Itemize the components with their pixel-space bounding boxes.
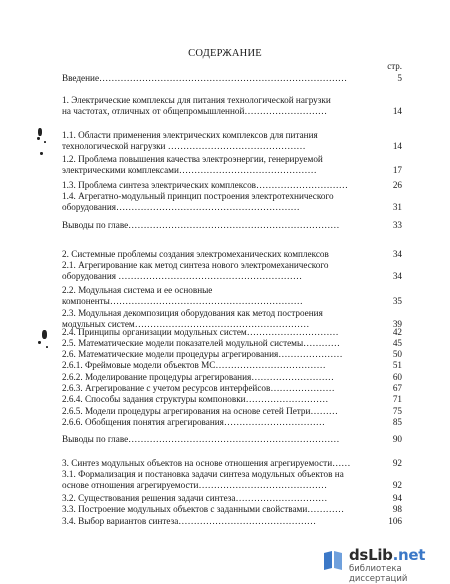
toc-page-number: 98 xyxy=(392,504,402,514)
toc-page-number: 17 xyxy=(392,165,402,175)
book-icon xyxy=(321,548,345,572)
toc-entry-text: 1.1. Области применения электрических комплексов для питания xyxy=(62,130,318,140)
toc-page-number: 39 xyxy=(392,319,402,329)
scan-mark xyxy=(46,346,48,348)
toc-entry-text: 3. Синтез модульных объектов на основе отношения агрегируемости…… xyxy=(62,458,351,468)
toc-page-number: 75 xyxy=(392,406,402,416)
toc-entry-text: Выводы по главе…………………………………………………………… xyxy=(62,220,340,230)
toc-entry-text: 2.6.3. Агрегирование с учетом ресурсов интерфейсов………………… xyxy=(62,383,335,393)
toc-page-number: 35 xyxy=(392,296,402,306)
toc-page-number: 92 xyxy=(392,480,402,490)
toc-entry-text: Выводы по главе…………………………………………………………… xyxy=(62,434,340,444)
toc-entry-text: 2.4. Принципы организации модульных систем………………………… xyxy=(62,327,339,337)
toc-entry-text: 1.2. Проблема повышения качества электроэнергии, генерируемой xyxy=(62,154,323,164)
toc-page-number: 67 xyxy=(392,383,402,393)
toc-entry-text: 2.6.6. Обобщения понятия агрегирования…………………………… xyxy=(62,417,325,427)
toc-entry-text: 2.2. Модульная система и ее основные xyxy=(62,285,213,295)
toc-page-number: 90 xyxy=(392,434,402,444)
toc-entry-text: Введение……………………………………………………………………… xyxy=(62,73,348,83)
scan-mark xyxy=(44,141,46,143)
toc-page-number: 14 xyxy=(392,141,402,151)
toc-entry-text: 2.6. Математические модели процедуры агрегирования………………… xyxy=(62,349,343,359)
toc-page-number: 34 xyxy=(392,249,402,259)
toc-entry-text: 2.3. Модульная декомпозиция оборудования как метод построения xyxy=(62,308,323,318)
toc-entry-text: 2.5. Математические модели показателей модульной системы………… xyxy=(62,338,340,348)
toc-entry-text: 3.4. Выбор вариантов синтеза……………………………………… xyxy=(62,516,317,526)
toc-entry-text: 1.3. Проблема синтеза электрических комплексов………………………… xyxy=(62,180,348,190)
toc-page-number: 33 xyxy=(392,220,402,230)
toc-page-number: 51 xyxy=(392,360,402,370)
scan-mark xyxy=(37,137,40,140)
page-title: СОДЕРЖАНИЕ xyxy=(188,48,262,59)
toc-entry-text: основе отношения агрегируемости…………………………………… xyxy=(62,480,328,490)
toc-page-number: 85 xyxy=(392,417,402,427)
toc-page-number: 94 xyxy=(392,493,402,503)
toc-page-number: 106 xyxy=(388,516,402,526)
toc-entry-text: 2.6.1. Фреймовые модели объектов МС……………………………… xyxy=(62,360,326,370)
toc-entry-text: 1. Электрические комплексы для питания технологической нагрузки xyxy=(62,95,331,105)
watermark-brand: dsLib.net xyxy=(349,546,426,564)
toc-page-number: 34 xyxy=(392,271,402,281)
toc-entry-text: электрическими комплексами……………………………………… xyxy=(62,165,317,175)
toc-page-number: 45 xyxy=(392,338,402,348)
scan-mark xyxy=(38,128,42,136)
toc-page-number: 31 xyxy=(392,202,402,212)
toc-page-number: 42 xyxy=(392,327,402,337)
toc-entry-text: 1.4. Агрегатно-модульный принцип построения электротехнического xyxy=(62,191,334,201)
toc-page-number: 50 xyxy=(392,349,402,359)
toc-page-number: 14 xyxy=(392,106,402,116)
toc-entry-text: технологической нагрузки ……………………………………… xyxy=(62,141,306,151)
scan-mark xyxy=(42,330,47,339)
toc-entry-text: 2. Системные проблемы создания электромеханических комплексов xyxy=(62,249,329,259)
scan-mark xyxy=(38,341,41,344)
toc-page-number: 5 xyxy=(397,73,402,83)
toc-page-number: 92 xyxy=(392,458,402,468)
toc-entry-text: оборудования …………………………………………………… xyxy=(62,271,303,281)
toc-page-number: 26 xyxy=(392,180,402,190)
page-column-header: стр. xyxy=(387,61,402,71)
watermark-subtitle: библиотека диссертаций xyxy=(349,564,408,584)
toc-entry-text: 2.6.4. Способы задания структуры компоновки……………………… xyxy=(62,394,329,404)
toc-entry-text: на частотах, отличных от общепромышленной……………………… xyxy=(62,106,328,116)
toc-entry-text: 2.6.5. Модели процедуры агрегирования на основе сетей Петри……… xyxy=(62,406,338,416)
toc-entry-text: 2.6.2. Моделирование процедуры агрегирования……………………… xyxy=(62,372,334,382)
toc-entry-text: 2.1. Агрегирование как метод синтеза нового электромеханического xyxy=(62,260,329,270)
toc-page-number: 60 xyxy=(392,372,402,382)
toc-entry-text: оборудования…………………………………………………… xyxy=(62,202,300,212)
toc-entry-text: 3.1. Формализация и постановка задачи синтеза модульных объектов на xyxy=(62,469,344,479)
watermark-logo xyxy=(317,546,447,584)
toc-entry-text: модульных систем………………………………………………… xyxy=(62,319,310,329)
toc-entry-text: 3.3. Построение модульных объектов с заданными свойствами………… xyxy=(62,504,345,514)
scan-mark xyxy=(40,152,43,155)
toc-page-number: 71 xyxy=(392,394,402,404)
toc-entry-text: компоненты……………………………………………………… xyxy=(62,296,303,306)
toc-entry-text: 3.2. Существования решения задачи синтеза………………………… xyxy=(62,493,328,503)
